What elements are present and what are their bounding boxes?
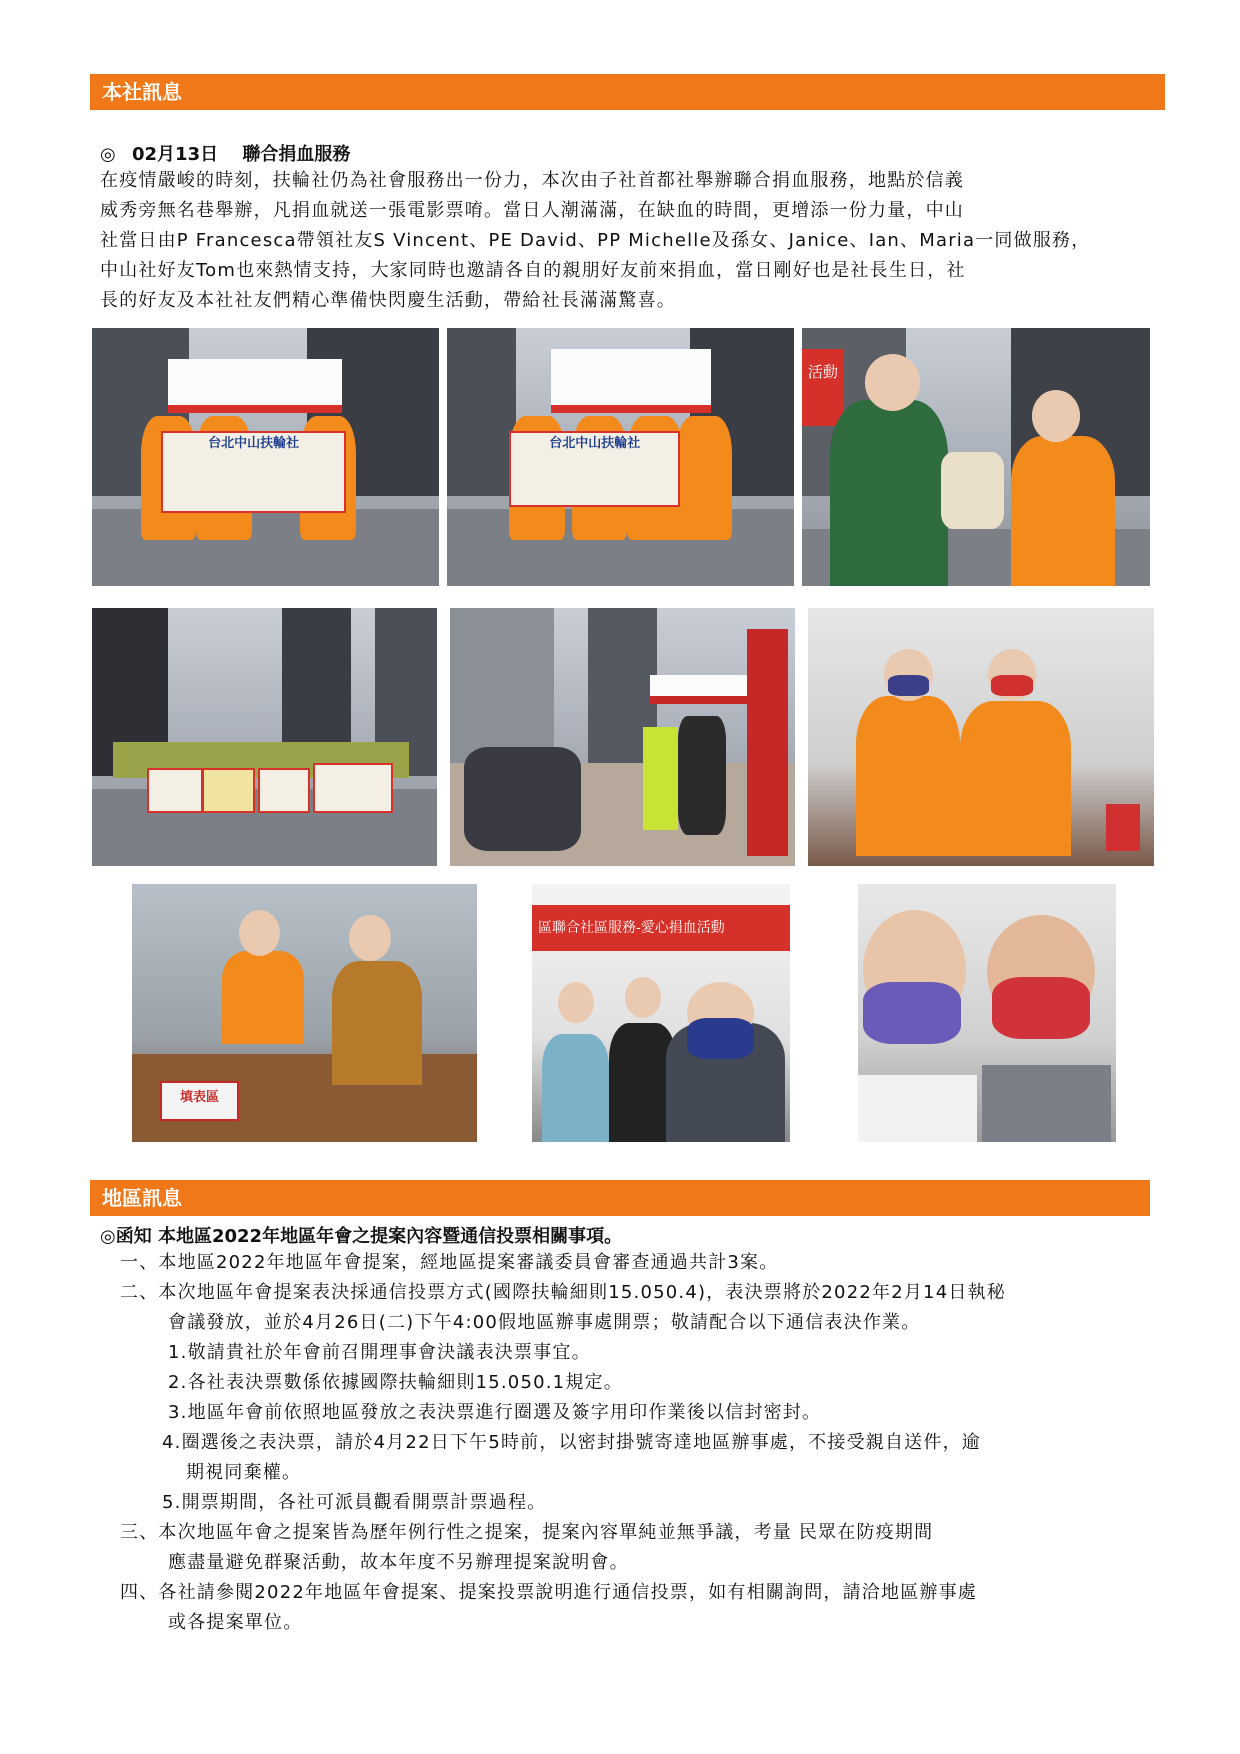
section-title: 本社訊息 (102, 80, 182, 104)
section-title: 地區訊息 (102, 1186, 182, 1210)
district-line: 應盡量避免群聚活動，故本年度不另辦理提案說明會。 (168, 1552, 629, 1573)
photo-two-members-thumbs-up (808, 608, 1154, 866)
article-line: 中山社好友Tom也來熱情支持，大家同時也邀請各自的親朋好友前來捐血，當日剛好也是社長生日，社 (100, 260, 966, 281)
photo-group-banner-tent (447, 328, 794, 586)
banner-text: 台北中山扶輪社 (549, 436, 641, 452)
article-line: 社當日由P Francesca帶領社友S Vincent、PE David、PP Michelle及孫女、Janice、Ian、Maria一同做服務， (100, 230, 1091, 251)
district-line: 4.圈選後之表決票，請於4月22日下午5時前，以密封掛號寄達地區辦事處，不接受親自送件，逾 (162, 1432, 981, 1453)
district-line: 會議發放，並於4月26日(二)下午4:00假地區辦事處開票；敬請配合以下通信表決作業。 (168, 1312, 921, 1333)
bullet-mark: ◎ (100, 144, 116, 165)
article-body (100, 166, 1140, 316)
district-line: 2.各社表決票數係依據國際扶輪細則15.050.1規定。 (168, 1372, 623, 1393)
article-line: 長的好友及本社社友們精心準備快閃慶生活動，帶給社長滿滿驚喜。 (100, 290, 676, 311)
section-header-district-news (90, 1180, 1150, 1216)
photo-queue-line (450, 608, 795, 866)
photo-selfie-tent (532, 884, 790, 1142)
district-line: 三、本次地區年會之提案皆為歷年例行性之提案，提案內容單純並無爭議，考量 民眾在防疫期間 (120, 1522, 934, 1543)
district-line: 四、各社請參閱2022年地區年會提案、提案投票說明進行通信投票，如有相關詢問，請洽地區辦事處 (120, 1582, 978, 1603)
photo-group-street-crowd (92, 608, 437, 866)
tent-sign-text: 活動 (807, 362, 838, 381)
district-line: 1.敬請貴社於年會前召開理事會決議表決票事宜。 (168, 1342, 591, 1363)
sign-text: 填表區 (180, 1090, 220, 1106)
district-line: 5.開票期間，各社可派員觀看開票計票過程。 (162, 1492, 547, 1513)
district-line: 一、本地區2022年地區年會提案，經地區提案審議委員會審查通過共計3案。 (120, 1252, 779, 1273)
photo-registration-table (132, 884, 477, 1142)
district-line: 期視同棄權。 (186, 1462, 302, 1483)
photo-selfie-closeup (858, 884, 1116, 1142)
photo-gift-presentation (802, 328, 1150, 586)
article-heading (100, 140, 350, 166)
article-line: 威秀旁無名巷舉辦，凡捐血就送一張電影票唷。當日人潮滿滿，在缺血的時間，更增添一份力量，中山 (100, 200, 964, 221)
banner-text: 台北中山扶輪社 (208, 436, 300, 452)
article-title: 聯合捐血服務 (242, 144, 351, 165)
section-header-club-news (90, 74, 1165, 110)
district-line: 二、本次地區年會提案表決採通信投票方式(國際扶輪細則15.050.4)，表決票將於2022年2月14日執秘 (120, 1282, 1006, 1303)
district-heading: ◎函知 本地區2022年地區年會之提案內容暨通信投票相關事項。 (100, 1226, 623, 1247)
article-date: 02月13日 (132, 144, 219, 165)
district-line: 3.地區年會前依照地區發放之表決票進行圈選及簽字用印作業後以信封密封。 (168, 1402, 822, 1423)
tent-banner-text: 區聯合社區服務-愛心捐血活動 (538, 919, 725, 936)
photo-group-banner-street (92, 328, 439, 586)
district-line: 或各提案單位。 (168, 1612, 303, 1633)
article-line: 在疫情嚴峻的時刻，扶輪社仍為社會服務出一份力，本次由子社首都社舉辦聯合捐血服務，地點於信義 (100, 170, 964, 191)
